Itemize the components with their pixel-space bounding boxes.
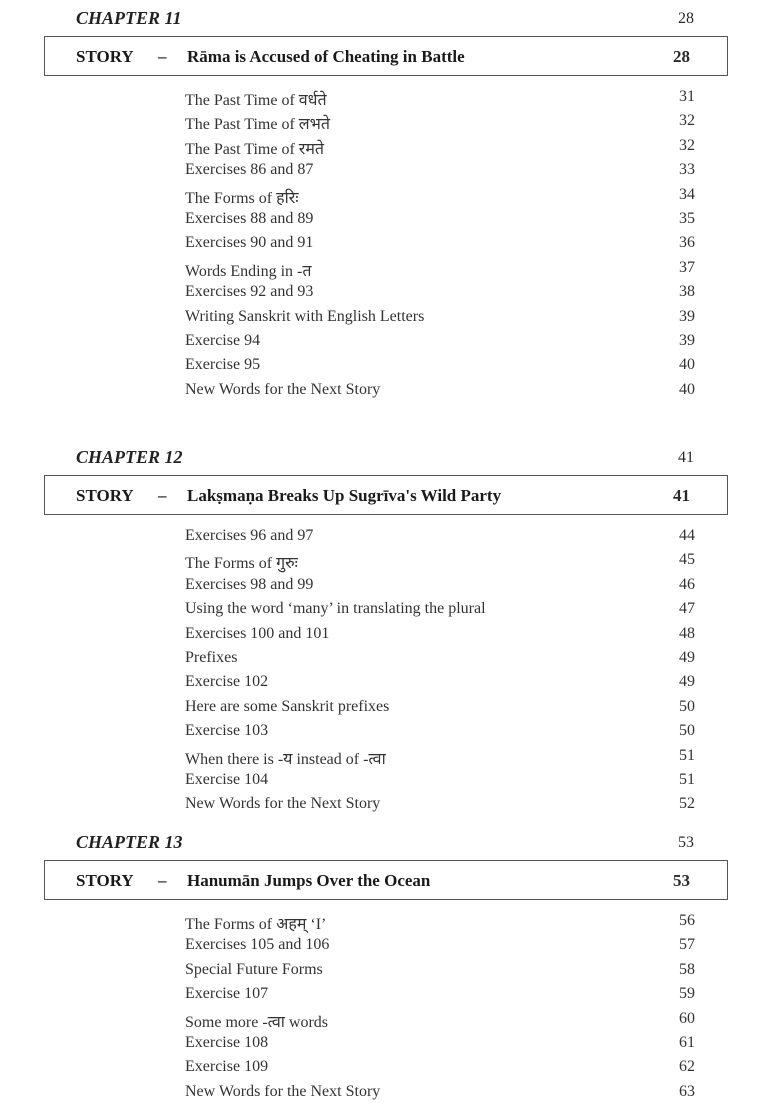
toc-entry bbox=[185, 747, 695, 769]
entry-page-number: 48 bbox=[679, 624, 695, 642]
entry-title: The Past Time of लभते bbox=[185, 116, 331, 134]
entry-page-number: 57 bbox=[679, 936, 695, 954]
chapter-heading: CHAPTER 12 bbox=[76, 447, 183, 467]
entry-page-number: 56 bbox=[679, 912, 695, 929]
toc-entry bbox=[185, 673, 695, 695]
story-box bbox=[44, 36, 728, 76]
entry-page-number: 51 bbox=[679, 746, 695, 764]
entry-title: Exercise 104 bbox=[185, 771, 269, 788]
story-label: STORY bbox=[76, 486, 134, 505]
toc-entry bbox=[185, 88, 695, 110]
toc-entry bbox=[185, 308, 695, 330]
entry-title: Exercises 105 and 106 bbox=[185, 936, 330, 954]
entry-title: Exercises 88 and 89 bbox=[185, 210, 314, 227]
entry-page-number: 49 bbox=[679, 649, 695, 666]
toc-entry bbox=[185, 381, 695, 403]
entry-page-number: 32 bbox=[679, 112, 695, 130]
toc-entry bbox=[185, 186, 695, 208]
entry-title: The Past Time of वर्धते bbox=[185, 92, 327, 109]
toc-entry bbox=[185, 551, 695, 573]
toc-entry bbox=[185, 576, 695, 598]
story-label: STORY bbox=[76, 47, 134, 66]
entry-page-number: 38 bbox=[679, 283, 695, 301]
entry-title: Exercises 100 and 101 bbox=[185, 624, 330, 642]
entry-title: Exercises 96 and 97 bbox=[185, 527, 314, 544]
chapter-page-number: 28 bbox=[678, 10, 694, 27]
toc-entry bbox=[185, 1058, 695, 1080]
toc-entry bbox=[185, 259, 695, 281]
toc-entry bbox=[185, 210, 695, 232]
entry-title: When there is -य instead of -त्वा bbox=[185, 750, 386, 768]
chapter-page-number: 41 bbox=[678, 449, 694, 466]
story-page-number: 53 bbox=[673, 871, 690, 890]
entry-page-number: 31 bbox=[679, 88, 695, 105]
entry-title: Exercise 102 bbox=[185, 673, 269, 691]
entry-page-number: 37 bbox=[679, 258, 695, 276]
entry-title: New Words for the Next Story bbox=[185, 380, 381, 398]
toc-entry bbox=[185, 600, 695, 622]
entry-page-number: 63 bbox=[679, 1082, 695, 1100]
entry-page-number: 47 bbox=[679, 600, 695, 618]
toc-entry bbox=[185, 1034, 695, 1056]
entry-page-number: 46 bbox=[679, 575, 695, 593]
entry-page-number: 32 bbox=[679, 136, 695, 154]
story-box bbox=[44, 860, 728, 900]
entry-page-number: 49 bbox=[679, 673, 695, 691]
toc-entry bbox=[185, 234, 695, 256]
story-title: Lakṣmaṇa Breaks Up Sugrīva's Wild Party bbox=[187, 486, 502, 505]
entry-title: The Forms of हरिः bbox=[185, 189, 299, 207]
story-title: Hanumān Jumps Over the Ocean bbox=[187, 871, 431, 890]
toc-entry bbox=[185, 527, 695, 549]
entry-title: Exercises 92 and 93 bbox=[185, 283, 314, 301]
entry-page-number: 44 bbox=[679, 527, 695, 544]
toc-entry bbox=[185, 1010, 695, 1032]
toc-entry bbox=[185, 356, 695, 378]
toc-entry bbox=[185, 649, 695, 671]
entry-title: Exercise 94 bbox=[185, 332, 261, 349]
entry-title: Exercise 108 bbox=[185, 1034, 269, 1051]
entry-page-number: 60 bbox=[679, 1009, 695, 1027]
entry-title: New Words for the Next Story bbox=[185, 795, 381, 813]
toc-entry bbox=[185, 332, 695, 354]
entry-title: The Forms of गुरुः bbox=[185, 555, 298, 573]
toc-entry bbox=[185, 771, 695, 793]
entry-page-number: 58 bbox=[679, 960, 695, 978]
story-page-number: 28 bbox=[673, 47, 690, 66]
entry-title: The Past Time of रमते bbox=[185, 140, 325, 158]
story-dash: – bbox=[158, 871, 167, 890]
story-dash: – bbox=[158, 486, 167, 505]
entry-title: Exercise 103 bbox=[185, 722, 269, 740]
toc-entry bbox=[185, 698, 695, 720]
entry-page-number: 59 bbox=[679, 985, 695, 1003]
entry-page-number: 52 bbox=[679, 795, 695, 813]
toc-entry bbox=[185, 161, 695, 183]
entry-page-number: 40 bbox=[679, 356, 695, 374]
story-dash: – bbox=[158, 47, 167, 66]
toc-entry bbox=[185, 936, 695, 958]
toc-entry bbox=[185, 912, 695, 934]
entry-title: Some more -त्वा words bbox=[185, 1013, 329, 1031]
story-title: Rāma is Accused of Cheating in Battle bbox=[187, 47, 465, 66]
chapter-page-number: 53 bbox=[678, 834, 694, 851]
entry-page-number: 51 bbox=[679, 771, 695, 788]
entry-title: Exercises 86 and 87 bbox=[185, 161, 314, 179]
story-label: STORY bbox=[76, 871, 134, 890]
toc-entry bbox=[185, 137, 695, 159]
toc-entry bbox=[185, 985, 695, 1007]
toc-entry bbox=[185, 112, 695, 134]
entry-title: Words Ending in -त bbox=[185, 262, 312, 280]
entry-title: Exercise 107 bbox=[185, 985, 269, 1003]
entry-title: Prefixes bbox=[185, 649, 238, 666]
entry-page-number: 61 bbox=[679, 1034, 695, 1051]
entry-title: Exercises 90 and 91 bbox=[185, 234, 314, 252]
toc-entry bbox=[185, 722, 695, 744]
story-box bbox=[44, 475, 728, 515]
entry-title: The Forms of अहम् ‘I’ bbox=[185, 916, 327, 933]
entry-title: Here are some Sanskrit prefixes bbox=[185, 697, 390, 715]
entry-title: Using the word ‘many’ in translating the plural bbox=[185, 600, 486, 618]
entry-page-number: 33 bbox=[679, 161, 695, 179]
entry-page-number: 34 bbox=[679, 185, 695, 203]
entry-page-number: 39 bbox=[679, 332, 695, 349]
toc-entry bbox=[185, 961, 695, 983]
entry-title: Exercise 109 bbox=[185, 1058, 269, 1076]
entry-title: Exercise 95 bbox=[185, 356, 261, 374]
chapter-heading: CHAPTER 11 bbox=[76, 8, 182, 28]
chapter-heading: CHAPTER 13 bbox=[76, 832, 183, 852]
toc-entry bbox=[185, 283, 695, 305]
entry-page-number: 45 bbox=[679, 551, 695, 569]
entry-page-number: 50 bbox=[679, 722, 695, 740]
entry-page-number: 50 bbox=[679, 697, 695, 715]
entry-title: New Words for the Next Story bbox=[185, 1082, 381, 1100]
entry-title: Writing Sanskrit with English Letters bbox=[185, 307, 425, 325]
entry-page-number: 62 bbox=[679, 1058, 695, 1076]
toc-entry bbox=[185, 1083, 695, 1105]
toc-entry bbox=[185, 625, 695, 647]
toc-entry bbox=[185, 795, 695, 817]
entry-title: Exercises 98 and 99 bbox=[185, 575, 314, 593]
entry-title: Special Future Forms bbox=[185, 960, 323, 978]
entry-page-number: 39 bbox=[679, 307, 695, 325]
story-page-number: 41 bbox=[673, 486, 690, 505]
entry-page-number: 40 bbox=[679, 380, 695, 398]
entry-page-number: 36 bbox=[679, 234, 695, 252]
entry-page-number: 35 bbox=[679, 210, 695, 227]
